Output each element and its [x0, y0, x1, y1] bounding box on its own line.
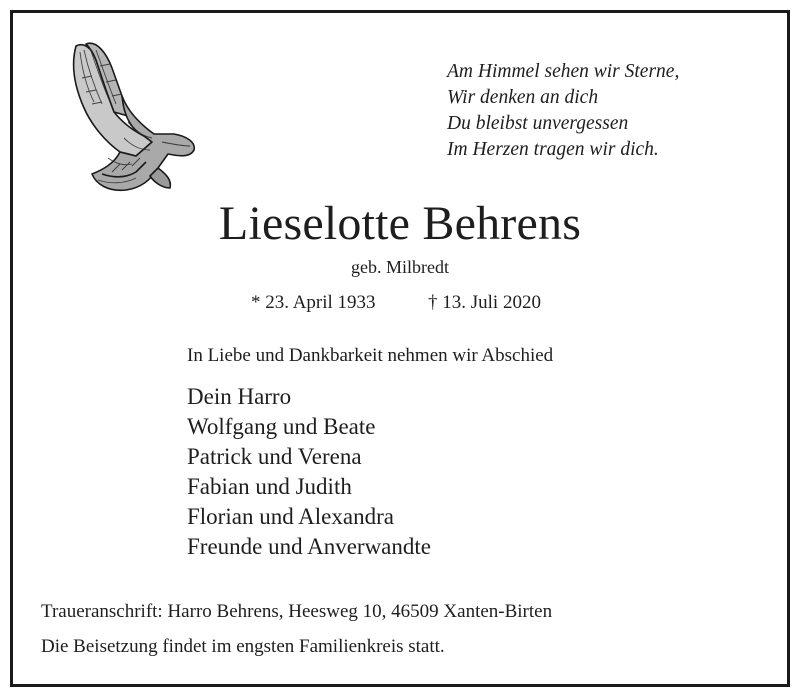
death-date: † 13. Juli 2020 — [428, 292, 541, 313]
mourner-entry: Patrick und Verena — [187, 444, 362, 469]
mourner-entry: Florian und Alexandra — [187, 504, 394, 529]
poem-line: Du bleibst unvergessen — [447, 113, 629, 134]
mourner-entry: Dein Harro — [187, 384, 292, 409]
mourner-entry: Freunde und Anverwandte — [187, 534, 431, 559]
poem-line: Wir denken an dich — [447, 87, 599, 108]
burial-note: Die Beisetzung findet im engsten Familienkreis statt. — [41, 636, 445, 657]
praying-hands-icon — [62, 38, 198, 194]
memorial-poem — [447, 59, 679, 163]
mourning-address: Traueranschrift: Harro Behrens, Heesweg 10, 46509 Xanten-Birten — [41, 601, 553, 622]
poem-line: Am Himmel sehen wir Sterne, — [447, 61, 680, 82]
poem-line: Im Herzen tragen wir dich. — [447, 139, 659, 160]
deceased-name: Lieselotte Behrens — [218, 197, 582, 250]
mourner-entry: Fabian und Judith — [187, 474, 352, 499]
farewell-line: In Liebe und Dankbarkeit nehmen wir Abschied — [187, 345, 554, 366]
birth-date: * 23. April 1933 — [251, 292, 376, 313]
mourners-list — [187, 382, 431, 562]
birth-name: geb. Milbredt — [351, 257, 449, 277]
mourner-entry: Wolfgang und Beate — [187, 414, 376, 439]
